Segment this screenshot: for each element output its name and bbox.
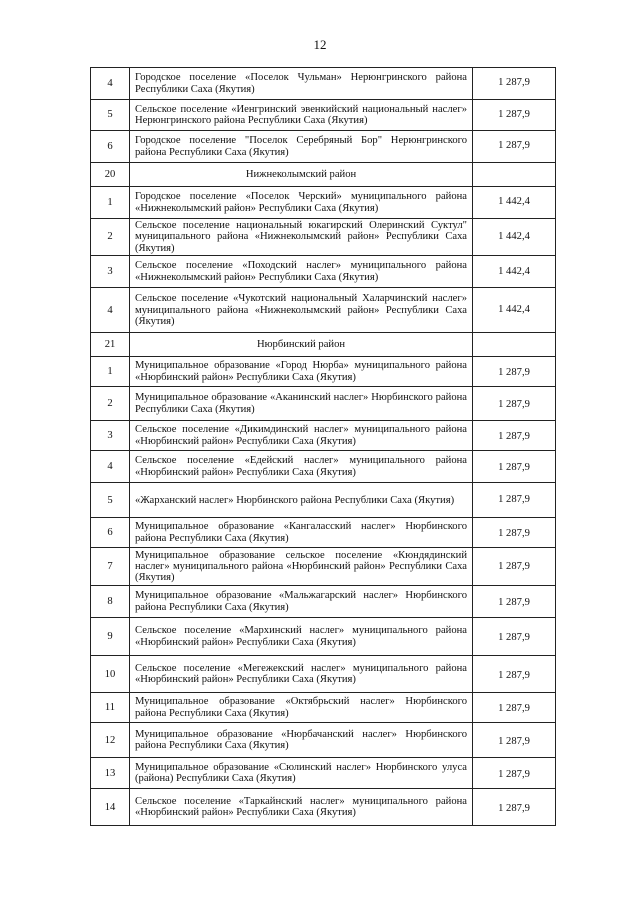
table-row bbox=[91, 656, 556, 693]
settlement-value: 1 287,9 bbox=[473, 723, 556, 758]
settlement-value: 1 287,9 bbox=[473, 357, 556, 387]
row-number: 4 bbox=[91, 288, 130, 333]
district-row bbox=[91, 333, 556, 357]
table-row bbox=[91, 288, 556, 333]
table-row bbox=[91, 451, 556, 483]
settlement-name: Муниципальное образование «Город Нюрба» муниципального района «Нюрбинский район» Республики Саха (Якутия) bbox=[130, 357, 473, 387]
settlement-name: Муниципальное образование «Мальжагарский наслег» Нюрбинского района Республики Саха (Якутия) bbox=[130, 586, 473, 618]
settlement-name: Сельское поселение «Мархинский наслег» муниципального района «Нюрбинский район» Республики Саха (Якутия) bbox=[130, 618, 473, 656]
table-row bbox=[91, 548, 556, 586]
settlement-name: Сельское поселение «Едейский наслег» муниципального района «Нюрбинский район» Республики Саха (Якутия) bbox=[130, 451, 473, 483]
district-number: 21 bbox=[91, 333, 130, 357]
settlement-value: 1 287,9 bbox=[473, 100, 556, 131]
row-number: 7 bbox=[91, 548, 130, 586]
settlement-value: 1 287,9 bbox=[473, 451, 556, 483]
settlement-name: Городское поселение "Поселок Серебряный Бор" Нерюнгринского района Республики Саха (Якутия) bbox=[130, 131, 473, 163]
settlement-value: 1 287,9 bbox=[473, 693, 556, 723]
settlement-value: 1 442,4 bbox=[473, 219, 556, 256]
settlements-table bbox=[90, 67, 556, 826]
row-number: 4 bbox=[91, 451, 130, 483]
district-name: Нюрбинский район bbox=[130, 333, 473, 357]
row-number: 2 bbox=[91, 219, 130, 256]
table-row bbox=[91, 357, 556, 387]
settlement-value: 1 287,9 bbox=[473, 618, 556, 656]
table-row bbox=[91, 518, 556, 548]
table-row bbox=[91, 68, 556, 100]
settlement-name: Сельское поселение «Походский наслег» муниципального района «Нижнеколымский район» Республики Саха (Якутия) bbox=[130, 256, 473, 288]
row-number: 6 bbox=[91, 131, 130, 163]
settlement-name: Городское поселение «Поселок Черский» муниципального района «Нижнеколымский район» Республики Саха (Якутия) bbox=[130, 187, 473, 219]
row-number: 3 bbox=[91, 421, 130, 451]
row-number: 1 bbox=[91, 357, 130, 387]
settlement-value: 1 287,9 bbox=[473, 758, 556, 789]
row-number: 6 bbox=[91, 518, 130, 548]
row-number: 3 bbox=[91, 256, 130, 288]
settlement-name: Муниципальное образование «Сюлинский наслег» Нюрбинского улуса (района) Республики Саха (Якутия) bbox=[130, 758, 473, 789]
row-number: 5 bbox=[91, 100, 130, 131]
settlement-name: Муниципальное образование «Нюрбачанский наслег» Нюрбинского района Республики Саха (Якутия) bbox=[130, 723, 473, 758]
table-row bbox=[91, 421, 556, 451]
table-row bbox=[91, 387, 556, 421]
table-row bbox=[91, 219, 556, 256]
settlement-value: 1 287,9 bbox=[473, 483, 556, 518]
empty-value-cell bbox=[473, 163, 556, 187]
table-row bbox=[91, 789, 556, 826]
settlement-value: 1 442,4 bbox=[473, 288, 556, 333]
row-number: 14 bbox=[91, 789, 130, 826]
table-row bbox=[91, 187, 556, 219]
settlement-name: Муниципальное образование «Аканинский наслег» Нюрбинского района Республики Саха (Якутия) bbox=[130, 387, 473, 421]
table-row bbox=[91, 256, 556, 288]
row-number: 8 bbox=[91, 586, 130, 618]
settlement-name: Сельское поселение «Чукотский национальный Халарчинский наслег» муниципального района «Нижнеколымский район» Республики Саха (Якутия) bbox=[130, 288, 473, 333]
table-row bbox=[91, 758, 556, 789]
settlement-value: 1 287,9 bbox=[473, 789, 556, 826]
empty-value-cell bbox=[473, 333, 556, 357]
settlement-value: 1 287,9 bbox=[473, 68, 556, 100]
row-number: 12 bbox=[91, 723, 130, 758]
settlement-value: 1 287,9 bbox=[473, 131, 556, 163]
settlement-value: 1 287,9 bbox=[473, 518, 556, 548]
settlement-name: Городское поселение «Поселок Чульман» Нерюнгринского района Республики Саха (Якутия) bbox=[130, 68, 473, 100]
settlement-name: Муниципальное образование сельское поселение «Кюндядинский наслег» муниципального района «Нюрбинский район» Республики Саха (Якутия) bbox=[130, 548, 473, 586]
settlement-value: 1 442,4 bbox=[473, 256, 556, 288]
table-row bbox=[91, 618, 556, 656]
settlement-value: 1 287,9 bbox=[473, 656, 556, 693]
table-row bbox=[91, 131, 556, 163]
district-name: Нижнеколымский район bbox=[130, 163, 473, 187]
settlement-name: Сельское поселение «Таркайнский наслег» муниципального района «Нюрбинский район» Республики Саха (Якутия) bbox=[130, 789, 473, 826]
row-number: 11 bbox=[91, 693, 130, 723]
settlement-name: Муниципальное образование «Кангаласский наслег» Нюрбинского района Республики Саха (Якутия) bbox=[130, 518, 473, 548]
district-number: 20 bbox=[91, 163, 130, 187]
table-row bbox=[91, 693, 556, 723]
settlement-value: 1 287,9 bbox=[473, 387, 556, 421]
settlement-name: Сельское поселение национальный юкагирский Олеринский Суктул" муниципального района «Нижнеколымский район» Республики Саха (Якутия) bbox=[130, 219, 473, 256]
table-row bbox=[91, 483, 556, 518]
settlements-table-body bbox=[91, 68, 556, 826]
settlement-name: «Жарханский наслег» Нюрбинского района Республики Саха (Якутия) bbox=[130, 483, 473, 518]
settlement-value: 1 287,9 bbox=[473, 586, 556, 618]
table-row bbox=[91, 100, 556, 131]
row-number: 1 bbox=[91, 187, 130, 219]
row-number: 13 bbox=[91, 758, 130, 789]
page-number: 12 bbox=[313, 37, 327, 52]
settlement-value: 1 287,9 bbox=[473, 421, 556, 451]
row-number: 10 bbox=[91, 656, 130, 693]
settlement-value: 1 442,4 bbox=[473, 187, 556, 219]
district-row bbox=[91, 163, 556, 187]
settlement-name: Муниципальное образование «Октябрьский наслег» Нюрбинского района Республики Саха (Якутия) bbox=[130, 693, 473, 723]
settlement-name: Сельское поселение «Дикимдинский наслег» муниципального района «Нюрбинский район» Республики Саха (Якутия) bbox=[130, 421, 473, 451]
row-number: 5 bbox=[91, 483, 130, 518]
row-number: 2 bbox=[91, 387, 130, 421]
row-number: 9 bbox=[91, 618, 130, 656]
table-row bbox=[91, 723, 556, 758]
settlement-name: Сельское поселение «Мегежекский наслег» муниципального района «Нюрбинский район» Республики Саха (Якутия) bbox=[130, 656, 473, 693]
row-number: 4 bbox=[91, 68, 130, 100]
table-row bbox=[91, 586, 556, 618]
settlement-name: Сельское поселение «Иенгринский эвенкийский национальный наслег» Нерюнгринского района Республики Саха (Якутия) bbox=[130, 100, 473, 131]
settlement-value: 1 287,9 bbox=[473, 548, 556, 586]
